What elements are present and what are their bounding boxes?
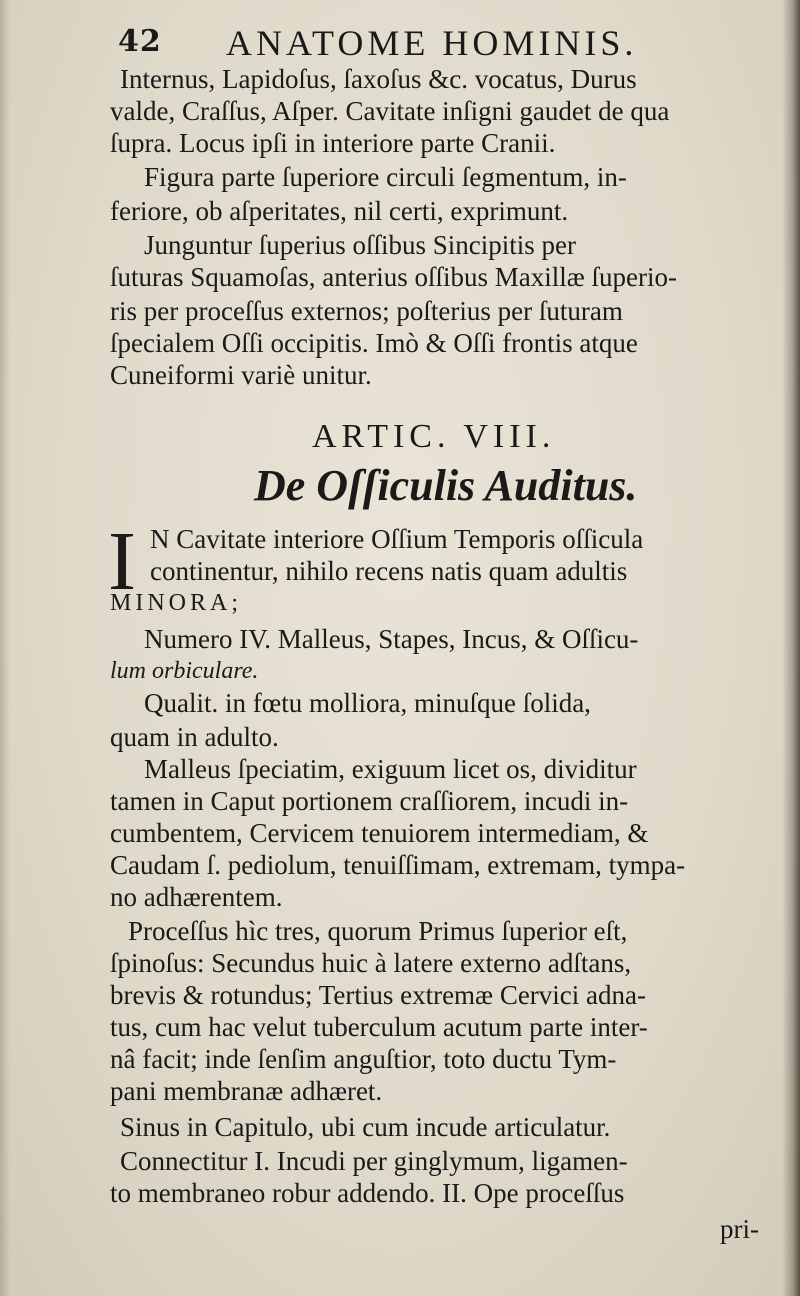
text-line: Cuneiformi variè unitur. [110,360,372,390]
text-line: ſpinoſus: Secundus huic à latere externo adſtans, [110,948,632,978]
text-line: brevis & rotundus; Tertius extremæ Cervici adna- [110,980,646,1010]
text-line: lum orbiculare. [110,658,259,684]
page-number: 42 [118,24,162,59]
text-line: Sinus in Capitulo, ubi cum incude articulatur. [120,1112,611,1142]
catchword: pri- [720,1214,759,1244]
text-line: Connectitur I. Incudi per ginglymum, ligamen- [120,1146,628,1176]
article-title: De Oſſiculis Auditus. [254,461,638,510]
text-line: N Cavitate interiore Oſſium Temporis oſſicula [150,524,644,554]
text-line: Malleus ſpeciatim, exiguum licet os, dividitur [144,754,637,784]
text-line: Figura parte ſuperiore circuli ſegmentum, in- [144,162,627,192]
text-line: quam in adulto. [110,722,279,752]
page-gutter-shadow [0,0,10,1296]
text-line: Junguntur ſuperius oſſibus Sincipitis per [144,230,576,260]
text-line: feriore, ob aſperitates, nil certi, exprimunt. [110,196,569,226]
text-line: continentur, nihilo recens natis quam adultis [150,556,628,586]
text-line: Numero IV. Malleus, Stapes, Incus, & Oſſicu- [144,624,639,654]
text-line: Caudam ſ. pediolum, tenuiſſimam, extremam, tympa- [110,850,686,880]
text-line: Qualit. in fœtu molliora, minuſque ſolida, [144,688,591,718]
running-title: ANATOME HOMINIS. [226,23,638,63]
page-header [118,18,778,66]
text-line: ſpecialem Oſſi occipitis. Imò & Oſſi frontis atque [110,328,638,358]
text-line: ris per proceſſus externos; poſterius per ſuturam [110,296,623,326]
text-line: tus, cum hac velut tuberculum acutum parte inter- [110,1012,648,1042]
text-line: no adhærentem. [110,882,283,912]
page-edge-shadow [782,0,800,1296]
text-line: tamen in Caput portionem craſſiorem, incudi in- [110,786,629,816]
drop-capital: I [108,515,136,608]
text-line: to membraneo robur addendo. II. Ope proceſſus [110,1178,625,1208]
text-line: valde, Craſſus, Aſper. Cavitate inſigni gaudet de qua [110,96,670,126]
text-line: nâ facit; inde ſenſim anguſtior, toto ductu Tym- [110,1044,617,1074]
text-line: Internus, Lapidoſus, ſaxoſus &c. vocatus, Durus [120,64,637,94]
text-line: Proceſſus hìc tres, quorum Primus ſuperior eſt, [128,916,628,946]
text-line: ſuturas Squamoſas, anterius oſſibus Maxillæ ſuperio- [110,262,677,292]
text-line: ſupra. Locus ipſi in interiore parte Cranii. [110,128,556,158]
article-label: ARTIC. VIII. [312,418,556,455]
text-line: cumbentem, Cervicem tenuiorem intermediam, & [110,818,649,848]
text-line: MINORA; [110,590,243,616]
text-line: pani membranæ adhæret. [110,1076,383,1106]
